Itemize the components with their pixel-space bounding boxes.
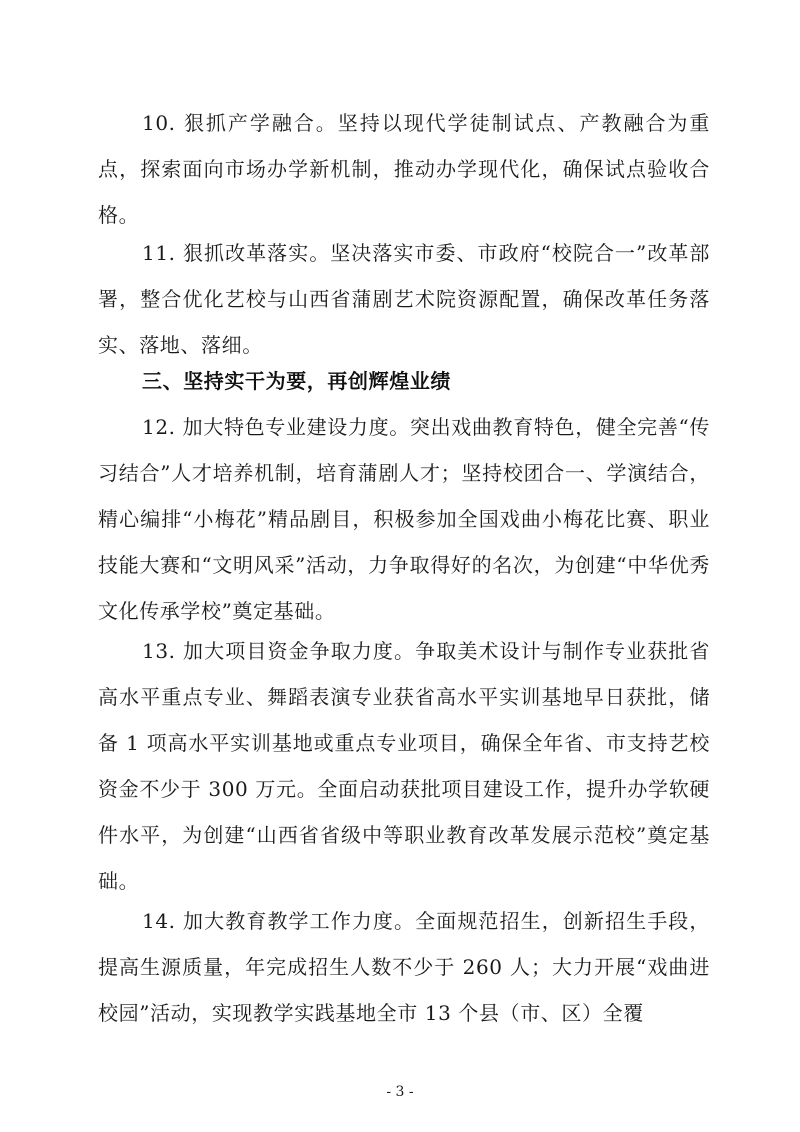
page-number: - 3 - <box>386 1084 414 1100</box>
section-heading-3: 三、坚持实干为要，再创辉煌业绩 <box>142 369 451 393</box>
paragraph-14: 14. 加大教育教学工作力度。全面规范招生，创新招生手段，提高生源质量，年完成招生人数不少于 260 人；大力开展“戏曲进校园”活动，实现教学实践基地全市 13 个县（市、区）全覆 <box>98 909 710 1025</box>
paragraph-10: 10. 狠抓产学融合。坚持以现代学徒制试点、产教融合为重点，探索面向市场办学新机制，推动办学现代化，确保试点验收合格。 <box>98 111 710 227</box>
paragraph-13: 13. 加大项目资金争取力度。争取美术设计与制作专业获批省高水平重点专业、舞蹈表演专业获省高水平实训基地早日获批，储备 1 项高水平实训基地或重点专业项目，确保全年省、市支持艺校资金不少于 300 万元。全面启动获批项目建设工作，提升办学软硬件水平，为创建“山西省省级中等职业教育改革发展示范校”奠定基础。 <box>98 639 710 893</box>
paragraph-11: 11. 狠抓改革落实。坚决落实市委、市政府“校院合一”改革部署，整合优化艺校与山西省蒲剧艺术院资源配置，确保改革任务落实、落地、落细。 <box>98 241 710 357</box>
paragraph-12: 12. 加大特色专业建设力度。突出戏曲教育特色，健全完善“传习结合”人才培养机制，培育蒲剧人才；坚持校团合一、学演结合，精心编排“小梅花”精品剧目，积极参加全国戏曲小梅花比赛、职业技能大赛和“文明风采”活动，力争取得好的名次，为创建“中华优秀文化传承学校”奠定基础。 <box>98 415 710 623</box>
